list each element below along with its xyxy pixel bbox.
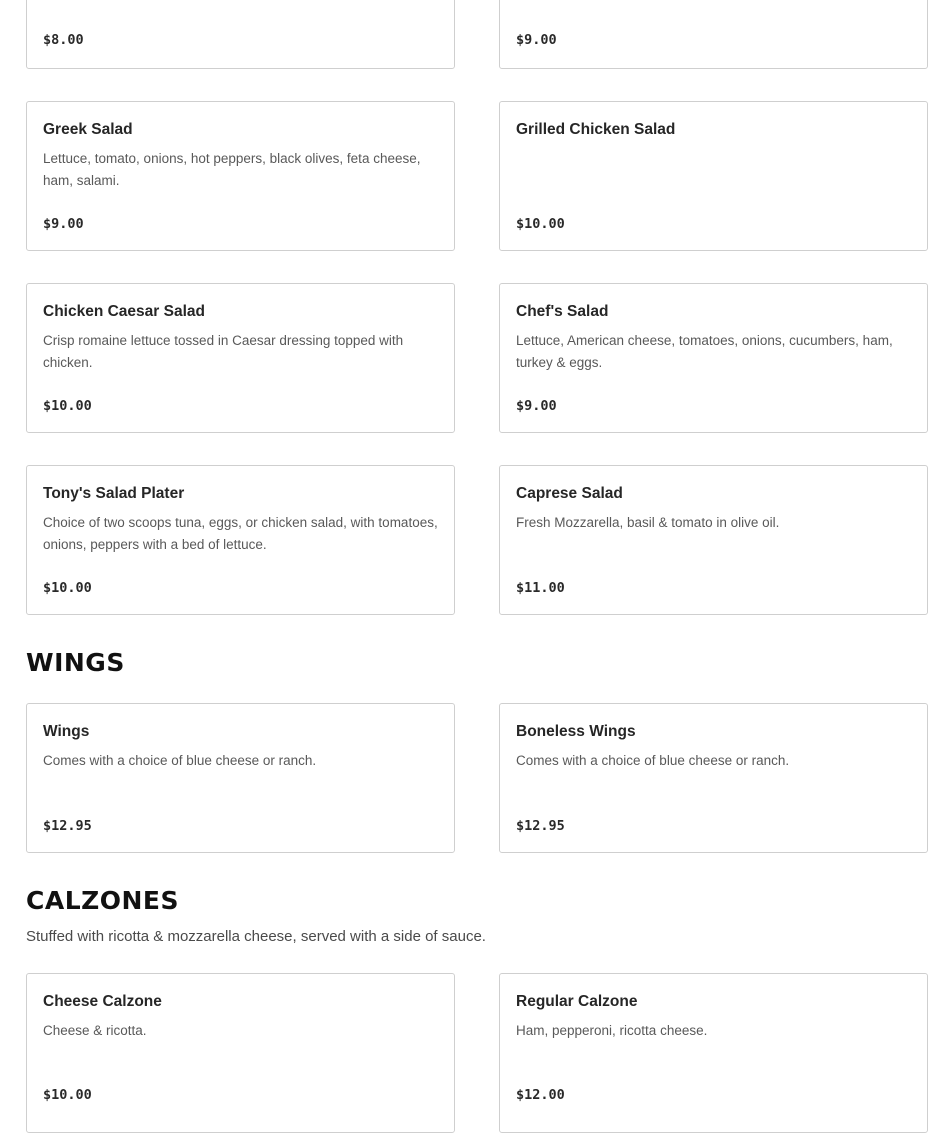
item-price: $12.00: [516, 1087, 565, 1103]
item-price: $9.00: [43, 216, 84, 232]
menu-item-card[interactable]: [499, 283, 928, 433]
item-name: Regular Calzone: [516, 993, 638, 1010]
section-title-wings: WINGS: [26, 648, 125, 677]
item-description: Comes with a choice of blue cheese or ranch.: [43, 753, 317, 768]
item-price: $10.00: [43, 580, 92, 596]
menu-item-card[interactable]: [499, 0, 928, 69]
menu-item-card[interactable]: [499, 703, 928, 853]
item-price: $9.00: [516, 398, 557, 414]
menu-item-card[interactable]: [26, 973, 455, 1133]
item-description: Fresh Mozzarella, basil & tomato in olive oil.: [516, 515, 780, 530]
item-description: Choice of two scoops tuna, eggs, or chicken salad, with tomatoes, onions, peppers with a bed of lettuce.: [43, 515, 438, 552]
item-name: Caprese Salad: [516, 485, 623, 502]
item-description: Crisp romaine lettuce tossed in Caesar dressing topped with chicken.: [43, 333, 404, 370]
item-description: Lettuce, American cheese, tomatoes, onions, cucumbers, ham, turkey & eggs.: [516, 333, 893, 370]
item-name: Wings: [43, 723, 90, 740]
item-description: Comes with a choice of blue cheese or ranch.: [516, 753, 790, 768]
item-price: $11.00: [516, 580, 565, 596]
item-price: $10.00: [43, 398, 92, 414]
menu-item-card[interactable]: [499, 465, 928, 615]
item-price: $12.95: [516, 818, 565, 834]
item-name: Greek Salad: [43, 121, 133, 138]
item-name: Cheese Calzone: [43, 993, 162, 1010]
section-subtitle: Stuffed with ricotta & mozzarella cheese, served with a side of sauce.: [26, 928, 486, 945]
menu-item-card[interactable]: [26, 283, 455, 433]
menu-item-card[interactable]: [499, 973, 928, 1133]
menu-item-card[interactable]: [499, 101, 928, 251]
item-name: Grilled Chicken Salad: [516, 121, 676, 138]
item-price: $10.00: [43, 1087, 92, 1103]
item-price: $12.95: [43, 818, 92, 834]
item-description: Lettuce, tomato, onions, hot peppers, black olives, feta cheese, ham, salami.: [43, 151, 421, 188]
menu-item-card[interactable]: [26, 101, 455, 251]
menu-item-card[interactable]: [26, 465, 455, 615]
menu-item-card[interactable]: [26, 0, 455, 69]
item-description: Ham, pepperoni, ricotta cheese.: [516, 1023, 708, 1038]
item-name: Chicken Caesar Salad: [43, 303, 205, 320]
item-price: $8.00: [43, 32, 84, 48]
item-price: $10.00: [516, 216, 565, 232]
item-name: Chef's Salad: [516, 303, 609, 320]
item-name: Boneless Wings: [516, 723, 636, 740]
section-title-calzones: CALZONES: [26, 886, 180, 915]
item-price: $9.00: [516, 32, 557, 48]
item-name: Tony's Salad Plater: [43, 485, 185, 502]
item-description: Cheese & ricotta.: [43, 1023, 147, 1038]
menu-item-card[interactable]: [26, 703, 455, 853]
